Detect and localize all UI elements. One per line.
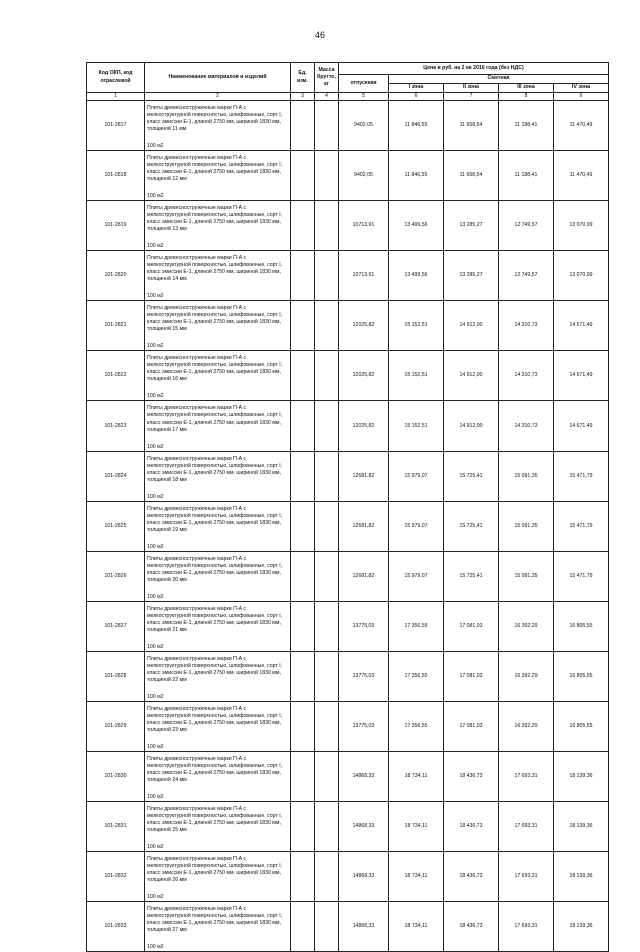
- table-row: [87, 902, 609, 952]
- row-zone-2-price: 15 725,41: [444, 451, 499, 501]
- row-zone-3-price: 17 693,31: [499, 802, 554, 852]
- row-zone-4-price: 16 805,55: [554, 701, 609, 751]
- row-zone-2-price: 14 912,00: [444, 351, 499, 401]
- header-zone-3: III зона: [499, 84, 554, 93]
- row-zone-4-price: 18 139,36: [554, 802, 609, 852]
- table-row: [87, 802, 609, 852]
- row-name-cell: [145, 601, 291, 651]
- row-unit-col: [291, 651, 315, 701]
- row-name: Плиты древесностружечные марки П-А с мелкоструктурной поверхностью, шлифованные, сорт I, класс эмиссии Е-1, длиной 2750 мм, шириной 1830 мм, толщиной 26 мм: [147, 856, 283, 884]
- row-zone-2-price: 17 081,03: [444, 601, 499, 651]
- row-unit: 100 м2: [147, 393, 164, 400]
- row-zone-4-price: 14 671,49: [554, 401, 609, 451]
- row-mass: [315, 651, 339, 701]
- row-code: 101-2831: [87, 802, 145, 852]
- row-code: 101-2827: [87, 601, 145, 651]
- row-zone-2-price: 14 912,00: [444, 301, 499, 351]
- table-row: [87, 551, 609, 601]
- row-code: 101-2824: [87, 451, 145, 501]
- row-name-cell: [145, 852, 291, 902]
- row-unit-col: [291, 201, 315, 251]
- row-zone-3-price: 15 091,35: [499, 501, 554, 551]
- row-zone-1-price: 15 979,07: [389, 451, 444, 501]
- row-zone-1-price: 18 734,11: [389, 752, 444, 802]
- col-num: 1: [87, 93, 145, 101]
- row-code: 101-2828: [87, 651, 145, 701]
- table-row: [87, 752, 609, 802]
- row-name-cell: [145, 101, 291, 151]
- row-mass: [315, 451, 339, 501]
- row-unit-col: [291, 902, 315, 952]
- row-zone-1-price: 15 979,07: [389, 551, 444, 601]
- row-release-price: 9402,05: [339, 101, 389, 151]
- row-zone-2-price: 18 436,73: [444, 852, 499, 902]
- row-zone-4-price: 15 471,79: [554, 551, 609, 601]
- row-release-price: 14868,33: [339, 902, 389, 952]
- row-name-cell: [145, 301, 291, 351]
- row-release-price: 13775,03: [339, 651, 389, 701]
- row-release-price: 10713,91: [339, 201, 389, 251]
- row-release-price: 12025,82: [339, 351, 389, 401]
- row-zone-4-price: 16 805,55: [554, 651, 609, 701]
- row-zone-2-price: 11 658,54: [444, 101, 499, 151]
- price-table: [86, 62, 609, 952]
- row-code: 101-2823: [87, 401, 145, 451]
- row-zone-1-price: 15 152,51: [389, 401, 444, 451]
- page-number: 46: [314, 30, 325, 40]
- row-zone-4-price: 18 139,36: [554, 752, 609, 802]
- row-name-cell: [145, 651, 291, 701]
- row-code: 101-2829: [87, 701, 145, 751]
- row-name: Плиты древесностружечные марки П-А с мелкоструктурной поверхностью, шлифованные, сорт I, класс эмиссии Е-1, длиной 2750 мм, шириной 1830 мм, толщиной 18 мм: [147, 455, 283, 483]
- row-zone-3-price: 16 392,29: [499, 651, 554, 701]
- row-zone-3-price: 17 693,31: [499, 902, 554, 952]
- col-num: 4: [315, 93, 339, 101]
- row-name: Плиты древесностружечные марки П-А с мелкоструктурной поверхностью, шлифованные, сорт I, класс эмиссии Е-1, длиной 2750 мм, шириной 1830 мм, толщиной 14 мм: [147, 255, 283, 283]
- header-estimate: Сметная: [389, 75, 609, 84]
- row-zone-4-price: 18 139,36: [554, 852, 609, 902]
- header-name: Наименование материалов и изделий: [145, 63, 291, 93]
- row-zone-4-price: 15 471,79: [554, 501, 609, 551]
- table-row: [87, 251, 609, 301]
- row-zone-3-price: 17 693,31: [499, 752, 554, 802]
- table-row: [87, 852, 609, 902]
- row-unit-col: [291, 401, 315, 451]
- row-zone-1-price: 13 499,56: [389, 251, 444, 301]
- row-mass: [315, 401, 339, 451]
- row-name: Плиты древесностружечные марки П-А с мелкоструктурной поверхностью, шлифованные, сорт I, класс эмиссии Е-1, длиной 2750 мм, шириной 1830 мм, толщиной 25 мм: [147, 806, 283, 834]
- row-unit-col: [291, 701, 315, 751]
- row-unit: 100 м2: [147, 243, 164, 250]
- row-zone-4-price: 13 070,99: [554, 201, 609, 251]
- row-release-price: 14868,33: [339, 852, 389, 902]
- row-zone-1-price: 15 979,07: [389, 501, 444, 551]
- row-name-cell: [145, 451, 291, 501]
- row-zone-1-price: 11 846,55: [389, 151, 444, 201]
- row-zone-3-price: 12 749,57: [499, 201, 554, 251]
- row-zone-1-price: 17 356,55: [389, 601, 444, 651]
- row-zone-3-price: 16 392,29: [499, 701, 554, 751]
- row-code: 101-2818: [87, 151, 145, 201]
- row-unit: 100 м2: [147, 794, 164, 801]
- row-code: 101-2820: [87, 251, 145, 301]
- header-mass: Масса брутто, кг: [315, 63, 339, 93]
- header-zone-4: IV зона: [554, 84, 609, 93]
- row-code: 101-2825: [87, 501, 145, 551]
- row-zone-3-price: 17 693,31: [499, 852, 554, 902]
- row-name-cell: [145, 802, 291, 852]
- row-name: Плиты древесностружечные марки П-А с мелкоструктурной поверхностью, шлифованные, сорт I, класс эмиссии Е-1, длиной 2750 мм, шириной 1830 мм, толщиной 27 мм: [147, 906, 283, 934]
- row-zone-3-price: 14 310,73: [499, 351, 554, 401]
- table-row: [87, 651, 609, 701]
- row-unit: 100 м2: [147, 443, 164, 450]
- row-release-price: 12681,82: [339, 501, 389, 551]
- row-unit-col: [291, 802, 315, 852]
- row-zone-2-price: 13 285,27: [444, 201, 499, 251]
- row-zone-2-price: 17 081,03: [444, 651, 499, 701]
- row-mass: [315, 351, 339, 401]
- row-zone-1-price: 15 152,51: [389, 351, 444, 401]
- row-zone-4-price: 11 470,49: [554, 151, 609, 201]
- row-zone-2-price: 15 725,41: [444, 551, 499, 601]
- row-unit: 100 м2: [147, 193, 164, 200]
- row-unit-col: [291, 251, 315, 301]
- row-release-price: 12681,82: [339, 451, 389, 501]
- row-name: Плиты древесностружечные марки П-А с мелкоструктурной поверхностью, шлифованные, сорт I, класс эмиссии Е-1, длиной 2750 мм, шириной 1830 мм, толщиной 22 мм: [147, 655, 283, 683]
- row-mass: [315, 201, 339, 251]
- row-zone-4-price: 18 139,36: [554, 902, 609, 952]
- row-unit-col: [291, 451, 315, 501]
- row-code: 101-2819: [87, 201, 145, 251]
- row-zone-1-price: 17 356,55: [389, 651, 444, 701]
- row-zone-2-price: 18 436,73: [444, 902, 499, 952]
- row-zone-3-price: 15 091,35: [499, 451, 554, 501]
- row-name: Плиты древесностружечные марки П-А с мелкоструктурной поверхностью, шлифованные, сорт I, класс эмиссии Е-1, длиной 2750 мм, шириной 1830 мм, толщиной 13 мм: [147, 205, 283, 233]
- row-zone-2-price: 15 725,41: [444, 501, 499, 551]
- row-unit: 100 м2: [147, 143, 164, 150]
- row-code: 101-2822: [87, 351, 145, 401]
- row-release-price: 13775,03: [339, 601, 389, 651]
- row-release-price: 9402,05: [339, 151, 389, 201]
- row-zone-1-price: 18 734,11: [389, 802, 444, 852]
- header-release: отпускная: [339, 75, 389, 93]
- row-mass: [315, 551, 339, 601]
- row-name: Плиты древесностружечные марки П-А с мелкоструктурной поверхностью, шлифованные, сорт I, класс эмиссии Е-1, длиной 2750 мм, шириной 1830 мм, толщиной 15 мм: [147, 305, 283, 333]
- row-unit: 100 м2: [147, 894, 164, 901]
- row-name-cell: [145, 201, 291, 251]
- row-name-cell: [145, 401, 291, 451]
- row-zone-1-price: 18 734,11: [389, 902, 444, 952]
- row-name: Плиты древесностружечные марки П-А с мелкоструктурной поверхностью, шлифованные, сорт I, класс эмиссии Е-1, длиной 2750 мм, шириной 1830 мм, толщиной 19 мм: [147, 505, 283, 533]
- row-code: 101-2833: [87, 902, 145, 952]
- row-unit-col: [291, 301, 315, 351]
- table-row: [87, 401, 609, 451]
- row-zone-3-price: 15 091,35: [499, 551, 554, 601]
- row-zone-1-price: 13 499,56: [389, 201, 444, 251]
- col-num: 8: [499, 93, 554, 101]
- column-number-row: [87, 93, 609, 101]
- table-row: [87, 301, 609, 351]
- table-row: [87, 201, 609, 251]
- row-release-price: 12025,82: [339, 401, 389, 451]
- row-zone-1-price: 15 152,51: [389, 301, 444, 351]
- row-unit: 100 м2: [147, 493, 164, 500]
- row-name-cell: [145, 551, 291, 601]
- row-release-price: 14868,33: [339, 752, 389, 802]
- header-zone-2: II зона: [444, 84, 499, 93]
- row-name: Плиты древесностружечные марки П-А с мелкоструктурной поверхностью, шлифованные, сорт I, класс эмиссии Е-1, длиной 2750 мм, шириной 1830 мм, толщиной 23 мм: [147, 705, 283, 733]
- row-unit-col: [291, 601, 315, 651]
- row-unit: 100 м2: [147, 643, 164, 650]
- row-zone-4-price: 14 671,49: [554, 351, 609, 401]
- row-release-price: 10713,91: [339, 251, 389, 301]
- row-zone-4-price: 14 671,49: [554, 301, 609, 351]
- row-unit: 100 м2: [147, 293, 164, 300]
- row-unit-col: [291, 852, 315, 902]
- header-zone-1: I зона: [389, 84, 444, 93]
- row-release-price: 13775,03: [339, 701, 389, 751]
- row-zone-2-price: 17 081,03: [444, 701, 499, 751]
- table-row: [87, 601, 609, 651]
- row-name: Плиты древесностружечные марки П-А с мелкоструктурной поверхностью, шлифованные, сорт I, класс эмиссии Е-1, длиной 2750 мм, шириной 1830 мм, толщиной 12 мм: [147, 155, 283, 183]
- row-name: Плиты древесностружечные марки П-А с мелкоструктурной поверхностью, шлифованные, сорт I, класс эмиссии Е-1, длиной 2750 мм, шириной 1830 мм, толщиной 16 мм: [147, 355, 283, 383]
- row-code: 101-2817: [87, 101, 145, 151]
- row-name-cell: [145, 351, 291, 401]
- row-zone-3-price: 11 188,41: [499, 101, 554, 151]
- row-zone-3-price: 14 310,73: [499, 401, 554, 451]
- row-code: 101-2832: [87, 852, 145, 902]
- row-unit: 100 м2: [147, 744, 164, 750]
- row-unit-col: [291, 101, 315, 151]
- row-unit-col: [291, 551, 315, 601]
- row-mass: [315, 802, 339, 852]
- table-row: [87, 451, 609, 501]
- table-row: [87, 151, 609, 201]
- row-name: Плиты древесностружечные марки П-А с мелкоструктурной поверхностью, шлифованные, сорт I, класс эмиссии Е-1, длиной 2750 мм, шириной 1830 мм, толщиной 24 мм: [147, 756, 283, 784]
- row-name-cell: [145, 902, 291, 952]
- row-zone-1-price: 17 356,55: [389, 701, 444, 751]
- row-name: Плиты древесностружечные марки П-А с мелкоструктурной поверхностью, шлифованные, сорт I, класс эмиссии Е-1, длиной 2750 мм, шириной 1830 мм, толщиной 17 мм: [147, 405, 283, 433]
- row-name: Плиты древесностружечные марки П-А с мелкоструктурной поверхностью, шлифованные, сорт I, класс эмиссии Е-1, длиной 2750 мм, шириной 1830 мм, толщиной 21 мм: [147, 605, 283, 633]
- row-unit-col: [291, 752, 315, 802]
- row-zone-2-price: 11 658,54: [444, 151, 499, 201]
- row-unit: 100 м2: [147, 343, 164, 350]
- table-row: [87, 101, 609, 151]
- col-num: 6: [389, 93, 444, 101]
- row-unit-col: [291, 501, 315, 551]
- table-row: [87, 701, 609, 751]
- row-zone-1-price: 18 734,11: [389, 852, 444, 902]
- row-zone-4-price: 15 471,79: [554, 451, 609, 501]
- row-name-cell: [145, 701, 291, 751]
- col-num: 7: [444, 93, 499, 101]
- row-zone-2-price: 14 912,00: [444, 401, 499, 451]
- row-mass: [315, 852, 339, 902]
- row-unit-col: [291, 351, 315, 401]
- row-name-cell: [145, 251, 291, 301]
- row-mass: [315, 701, 339, 751]
- row-zone-3-price: 11 188,41: [499, 151, 554, 201]
- row-zone-1-price: 11 846,55: [389, 101, 444, 151]
- row-unit-col: [291, 151, 315, 201]
- table-row: [87, 501, 609, 551]
- row-mass: [315, 902, 339, 952]
- row-release-price: 14868,33: [339, 802, 389, 852]
- row-mass: [315, 752, 339, 802]
- table-row: [87, 351, 609, 401]
- row-code: 101-2830: [87, 752, 145, 802]
- col-num: 9: [554, 93, 609, 101]
- row-name-cell: [145, 752, 291, 802]
- row-mass: [315, 301, 339, 351]
- row-unit: 100 м2: [147, 844, 164, 851]
- col-num: 5: [339, 93, 389, 101]
- row-code: 101-2826: [87, 551, 145, 601]
- row-name: Плиты древесностружечные марки П-А с мелкоструктурной поверхностью, шлифованные, сорт I, класс эмиссии Е-1, длиной 2750 мм, шириной 1830 мм, толщиной 11 мм: [147, 105, 283, 133]
- row-name-cell: [145, 501, 291, 551]
- row-mass: [315, 101, 339, 151]
- row-zone-2-price: 13 285,27: [444, 251, 499, 301]
- row-release-price: 12681,82: [339, 551, 389, 601]
- row-zone-2-price: 18 436,73: [444, 802, 499, 852]
- row-mass: [315, 601, 339, 651]
- row-mass: [315, 151, 339, 201]
- row-release-price: 12025,82: [339, 301, 389, 351]
- row-zone-2-price: 18 436,73: [444, 752, 499, 802]
- row-unit: 100 м2: [147, 693, 164, 700]
- row-unit: 100 м2: [147, 543, 164, 550]
- col-num: 3: [291, 93, 315, 101]
- row-code: 101-2821: [87, 301, 145, 351]
- header-price-group: Цена в руб. на 2 кв 2016 года (без НДС): [339, 63, 609, 75]
- row-zone-3-price: 16 392,29: [499, 601, 554, 651]
- row-mass: [315, 251, 339, 301]
- row-name: Плиты древесностружечные марки П-А с мелкоструктурной поверхностью, шлифованные, сорт I, класс эмиссии Е-1, длиной 2750 мм, шириной 1830 мм, толщиной 20 мм: [147, 555, 283, 583]
- row-zone-4-price: 16 805,55: [554, 601, 609, 651]
- header-code: Код ОКП, код отраслевой: [87, 63, 145, 93]
- row-zone-3-price: 12 749,57: [499, 251, 554, 301]
- header-unit: Ед. изм.: [291, 63, 315, 93]
- row-zone-4-price: 11 470,49: [554, 101, 609, 151]
- row-name-cell: [145, 151, 291, 201]
- row-unit: 100 м2: [147, 944, 164, 951]
- row-mass: [315, 501, 339, 551]
- row-zone-4-price: 13 070,99: [554, 251, 609, 301]
- col-num: 2: [145, 93, 291, 101]
- row-unit: 100 м2: [147, 593, 164, 600]
- row-zone-3-price: 14 310,73: [499, 301, 554, 351]
